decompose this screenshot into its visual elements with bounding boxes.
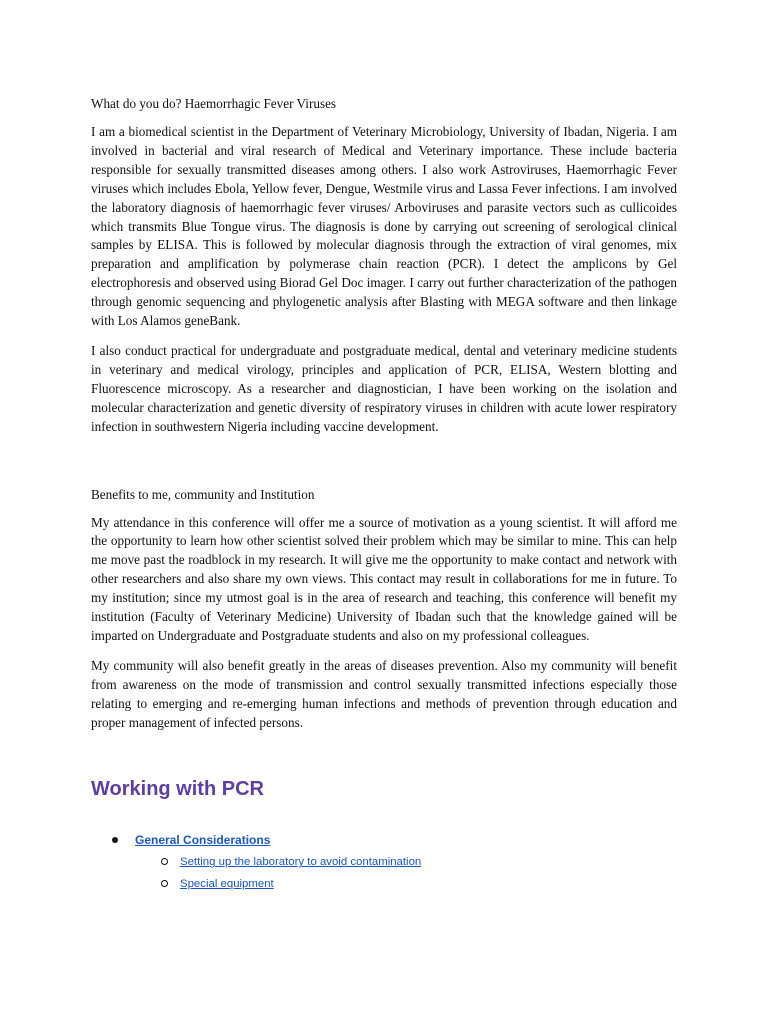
blank-line bbox=[91, 448, 677, 485]
hollow-bullet-icon bbox=[161, 858, 168, 865]
paragraph: I also conduct practical for undergraduate and postgraduate medical, dental and veterinary medicine students in veterinary and medical virology, principles and application of PCR, ELISA, Western blotting and Fluorescence microscopy. As a researcher and diagnostician, I have been working on the isolation and molecular characterization and genetic diversity of respiratory viruses in children with acute lower respiratory infection in southwestern Nigeria including vaccine development. bbox=[91, 342, 677, 434]
hollow-bullet-icon bbox=[161, 880, 168, 887]
special-equipment-link[interactable]: Special equipment bbox=[180, 878, 274, 891]
setting-up-laboratory-link[interactable]: Setting up the laboratory to avoid contamination bbox=[180, 856, 422, 869]
toc-list bbox=[91, 832, 677, 892]
toc-subitem bbox=[135, 876, 677, 892]
toc-subitem bbox=[135, 854, 677, 870]
paragraph: My attendance in this conference will offer me a source of motivation as a young scientist. It will afford me the opportunity to learn how other scientist solved their problem which may be similar to mine. This can help me move past the roadblock in my research. It will give me the opportunity to make contact and network with other researchers and also share my own views. This contact may result in collaborations for me in future. To my institution; since my utmost goal is in the area of research and teaching, this conference will benefit my institution (Faculty of Veterinary Medicine) University of Ibadan such that the knowledge gained will be imparted on Undergraduate and Postgraduate students and also on my professional colleagues. bbox=[91, 514, 677, 643]
paragraph: I am a biomedical scientist in the Department of Veterinary Microbiology, University of Ibadan, Nigeria. I am involved in bacterial and viral research of Medical and Veterinary importance. These include bacteria responsible for sexually transmitted diseases among others. I also work Astroviruses, Haemorrhagic Fever viruses which includes Ebola, Yellow fever, Dengue, Westmile virus and Lassa Fever infections. I am involved the laboratory diagnosis of haemorrhagic fever viruses/ Arboviruses and parasite vectors such as cullicoides which transmits Blue Tongue virus. The diagnosis is done by carrying out screening of serological clinical samples by ELISA. This is followed by molecular diagnosis through the extraction of viral genomes, mix preparation and amplification by polymerase chain reaction (PCR). I detect the amplicons by Gel electrophoresis and observed using Biorad Gel Doc imager. I carry out further characterization of the pathogen through genomic sequencing and phylogenetic analysis after Blasting with MEGA software and then linkage with Los Alamos geneBank. bbox=[91, 124, 677, 329]
paragraph: My community will also benefit greatly in the areas of diseases prevention. Also my community will benefit from awareness on the mode of transmission and control sexually transmitted infections especially those relating to emerging and re-emerging human infections and methods of prevention through education and proper management of infected persons. bbox=[91, 657, 677, 730]
section-heading-what-do-you-do: What do you do? Haemorrhagic Fever Viruses bbox=[91, 96, 337, 111]
toc-item-general-considerations bbox=[91, 832, 677, 892]
section-title-working-with-pcr: Working with PCR bbox=[91, 778, 264, 801]
general-considerations-link[interactable]: General Considerations bbox=[135, 833, 271, 848]
bullet-icon bbox=[112, 837, 118, 843]
toc-sublist bbox=[135, 854, 677, 892]
section-heading-benefits: Benefits to me, community and Institution bbox=[91, 486, 315, 502]
